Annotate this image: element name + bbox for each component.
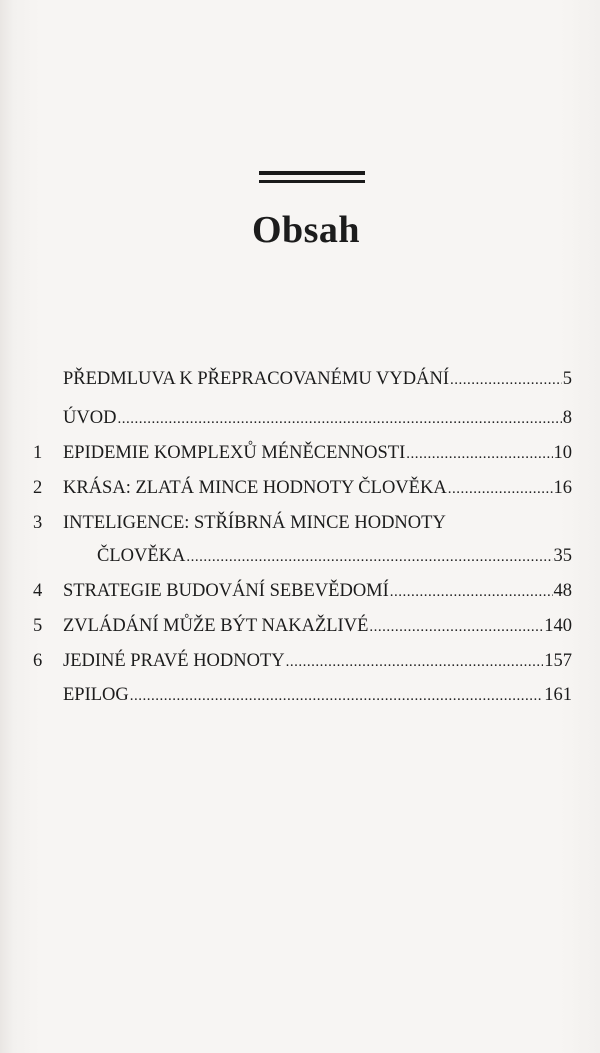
toc-leader-dots <box>448 475 553 503</box>
toc-leader-dots <box>406 440 552 468</box>
toc-leader-dots <box>186 543 552 571</box>
toc-entry-chapter-6 <box>0 647 600 675</box>
toc-entry-chapter-2 <box>0 474 600 502</box>
toc-title: KRÁSA: ZLATÁ MINCE HODNOTY ČLOVĚKA <box>63 478 447 498</box>
toc-entry-chapter-4 <box>0 577 600 605</box>
toc-leader-dots <box>450 366 562 394</box>
toc-entry-row <box>63 681 572 710</box>
toc-title: EPILOG <box>63 685 129 705</box>
toc-page-number: 16 <box>553 478 572 498</box>
toc-title: ZVLÁDÁNÍ MŮŽE BÝT NAKAŽLIVÉ <box>63 616 369 636</box>
toc-title: EPIDEMIE KOMPLEXŮ MÉNĚCENNOSTI <box>63 443 406 463</box>
toc-title-continued: ČLOVĚKA <box>97 546 186 566</box>
toc-title: ÚVOD <box>63 408 117 428</box>
toc-entry-chapter-3-cont <box>0 542 600 570</box>
toc-leader-dots <box>390 578 553 606</box>
toc-entry-row <box>63 577 572 606</box>
toc-entry-row <box>63 365 572 394</box>
toc-number: 6 <box>33 651 43 671</box>
toc-leader-dots <box>130 682 543 710</box>
toc-number: 2 <box>33 478 43 498</box>
toc-entry-row <box>63 439 572 468</box>
toc-title: PŘEDMLUVA K PŘEPRACOVANÉMU VYDÁNÍ <box>63 369 449 389</box>
toc-entry-epilogue <box>0 681 600 709</box>
toc-page-number: 35 <box>553 546 572 566</box>
toc-title: STRATEGIE BUDOVÁNÍ SEBEVĚDOMÍ <box>63 581 389 601</box>
heading-rule-thin <box>259 180 365 183</box>
toc-title: JEDINÉ PRAVÉ HODNOTY <box>63 651 285 671</box>
toc-leader-dots <box>369 613 543 641</box>
toc-number: 3 <box>33 513 43 533</box>
toc-page-number: 8 <box>562 408 572 428</box>
toc-entry-intro <box>0 404 600 432</box>
toc-entry-row <box>63 404 572 433</box>
toc-entry-row <box>63 474 572 503</box>
toc-number: 1 <box>33 443 43 463</box>
toc-entry-row <box>63 647 572 676</box>
toc-entry-preface <box>0 365 600 393</box>
toc-page-number: 48 <box>553 581 572 601</box>
toc-title: INTELIGENCE: STŘÍBRNÁ MINCE HODNOTY <box>63 513 446 533</box>
toc-entry-chapter-5 <box>0 612 600 640</box>
toc-page-number: 5 <box>562 369 572 389</box>
toc-number: 5 <box>33 616 43 636</box>
toc-page-number: 157 <box>544 651 572 671</box>
toc-entry-row <box>63 612 572 641</box>
heading-rule-thick <box>259 171 365 175</box>
toc-entry-chapter-3 <box>0 509 600 537</box>
toc-page-number: 10 <box>553 443 572 463</box>
toc-page-number: 140 <box>544 616 572 636</box>
toc-page-number: 161 <box>544 685 572 705</box>
page-title: Obsah <box>251 209 361 251</box>
toc-entry-row <box>97 542 572 571</box>
toc-entry-chapter-1 <box>0 439 600 467</box>
toc-leader-dots <box>286 648 544 676</box>
toc-number: 4 <box>33 581 43 601</box>
toc-leader-dots <box>117 405 561 433</box>
